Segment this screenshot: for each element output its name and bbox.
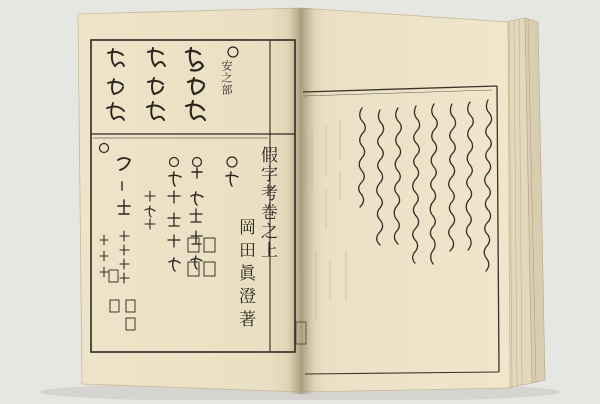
- gutter-shadow: [288, 8, 314, 394]
- author-line: 岡田眞澄著: [235, 218, 255, 333]
- page-edges: [505, 18, 545, 388]
- section-heading: 安之部: [220, 60, 233, 96]
- right-page: [300, 8, 510, 392]
- book-title-line: 假字考巻之上: [257, 146, 277, 260]
